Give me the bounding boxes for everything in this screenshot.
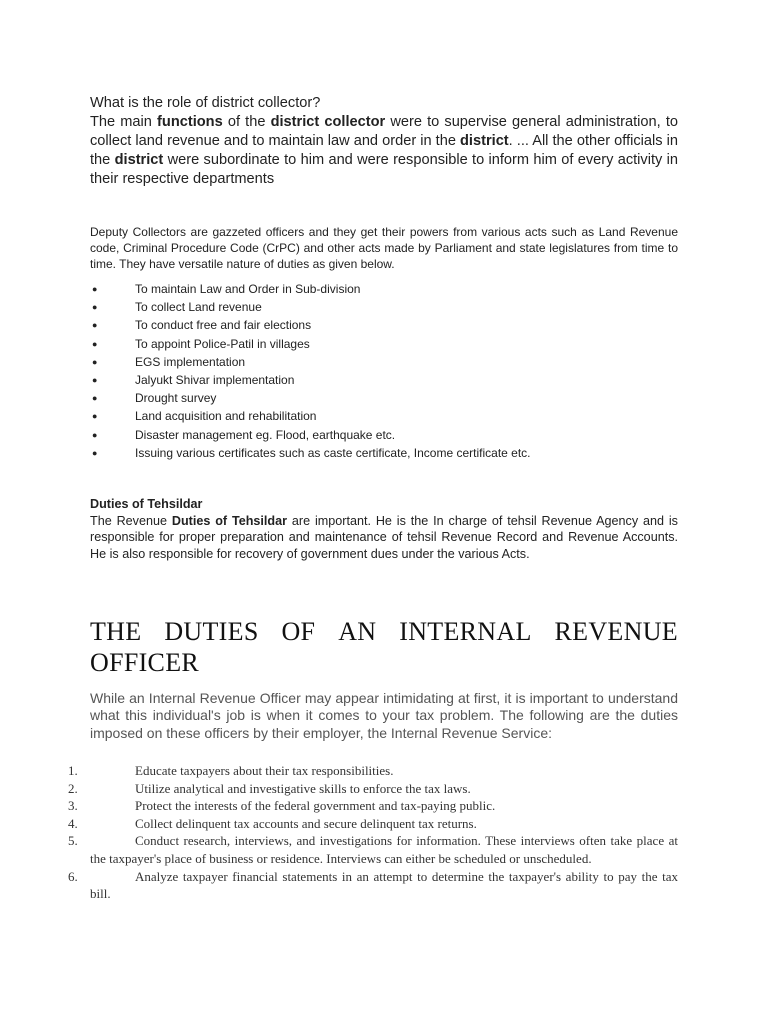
bullet-dot: ● (92, 302, 98, 313)
item-number: 4. (68, 815, 78, 831)
text-run: are important. He is the In charge of tehsil Revenue Agency and is responsible for proper preparation and maintenance of tehsil Revenue Record and Revenue Accounts. He is also responsible for recovery of government dues under the various Acts. (90, 513, 678, 561)
district-collector-section (90, 94, 678, 189)
bullet-dot: ● (92, 338, 98, 349)
duty-text: Issuing various certificates such as caste certificate, Income certificate etc. (135, 445, 531, 460)
duty-text: To collect Land revenue (135, 300, 262, 315)
irs-officer-heading (90, 616, 678, 678)
duty-item (90, 371, 678, 389)
bullet-dot: ● (92, 356, 98, 367)
duty-item (90, 407, 678, 425)
bullet-dot: ● (92, 393, 98, 404)
text-run: were to supervise general administration, to collect land revenue and to maintain law and order in the (90, 114, 679, 149)
duty-text: To maintain Law and Order in Sub-division (135, 282, 361, 296)
text-run: The Revenue (90, 513, 172, 528)
text-run: The main (90, 114, 158, 130)
bullet-dot: ● (92, 429, 98, 440)
irs-duty-item (60, 780, 678, 798)
duty-text: Jalyukt Shivar implementation (135, 372, 295, 387)
item-number: 1. (68, 763, 78, 778)
bullet-dot: ● (92, 374, 98, 385)
duty-item (90, 444, 678, 462)
duty-item (90, 353, 678, 371)
duty-text: To conduct free and fair elections (135, 318, 312, 333)
bold-district: district (114, 152, 164, 168)
irs-duty-item (60, 797, 678, 815)
item-text: Educate taxpayers about their tax responsibilities. (135, 763, 394, 778)
bold-duties-of-tehsildar: Duties of Tehsildar (171, 513, 288, 528)
item-text: Utilize analytical and investigative skills to enforce the tax laws. (135, 780, 471, 796)
irs-duties-list (60, 762, 678, 903)
irs-duty-item (60, 868, 678, 903)
duty-text: Disaster management eg. Flood, earthquake etc. (135, 427, 396, 442)
heading-word: REVENUE (554, 617, 678, 646)
irs-duty-item (60, 832, 678, 867)
duty-text: EGS implementation (135, 354, 246, 369)
item-number: 5. (68, 833, 78, 849)
district-collector-paragraph (90, 113, 678, 189)
deputy-collector-section (90, 224, 678, 272)
irs-officer-intro: While an Internal Revenue Officer may appear intimidating at first, it is important to understand what this individual's job is when it comes to your tax problem. The following are the duties imposed on these officers by their employer, the Internal Revenue Service: (90, 690, 678, 741)
duty-text: Drought survey (135, 391, 217, 406)
irs-duty-item (60, 762, 678, 780)
item-text: Conduct research, interviews, and investigations for information. These interviews often take place at the taxpayer's place of business or residence. Interviews can either be scheduled or unscheduled. (90, 833, 678, 866)
text-run: were subordinate to him and were responsible to inform him of every activity in their respective departments (90, 152, 678, 187)
bold-district-collector: district collector (270, 114, 386, 130)
item-text: Protect the interests of the federal government and tax-paying public. (135, 798, 496, 814)
heading-word: AN (338, 617, 377, 646)
duty-item (90, 426, 678, 444)
question-line: What is the role of district collector? (90, 95, 321, 111)
bullet-dot: ● (92, 320, 98, 331)
tehsildar-section (90, 496, 678, 562)
duty-item (90, 389, 678, 407)
item-number: 6. (68, 868, 78, 884)
item-number: 2. (68, 780, 78, 796)
duty-text: Land acquisition and rehabilitation (135, 409, 317, 424)
bullet-dot: ● (92, 411, 98, 422)
heading-word: OF (281, 617, 316, 646)
item-number: 3. (68, 798, 78, 814)
duty-item (90, 298, 678, 316)
bullet-dot: ● (92, 284, 98, 294)
duty-text: To appoint Police-Patil in villages (135, 336, 310, 351)
duty-item (90, 335, 678, 353)
heading-line-2: OFFICER (90, 648, 200, 677)
bold-district: district (460, 133, 509, 149)
tehsildar-heading: Duties of Tehsildar (90, 497, 203, 511)
duty-item (90, 280, 678, 298)
irs-duty-item (60, 815, 678, 833)
heading-word: THE (90, 617, 142, 646)
duty-item (90, 316, 678, 334)
item-text: Collect delinquent tax accounts and secure delinquent tax returns. (135, 815, 477, 831)
text-run: . ... All the other officials in the (90, 133, 678, 168)
tehsildar-paragraph (90, 513, 678, 563)
heading-line-1 (90, 616, 678, 647)
text-run: of the (222, 114, 271, 130)
deputy-collector-intro: Deputy Collectors are gazzeted officers and they get their powers from various acts such as Land Revenue code, Criminal Procedure Code (CrPC) and other acts made by Parliament and state legislatures from time to time. They have versatile nature of duties as given below. (90, 225, 678, 271)
item-text: Analyze taxpayer financial statements in an attempt to determine the taxpayer's ability to pay the tax bill. (90, 868, 678, 902)
heading-word: INTERNAL (399, 617, 532, 646)
heading-word: DUTIES (164, 617, 259, 646)
bold-functions: functions (157, 114, 223, 130)
deputy-collector-duties-list (90, 280, 678, 462)
bullet-dot: ● (92, 447, 98, 458)
